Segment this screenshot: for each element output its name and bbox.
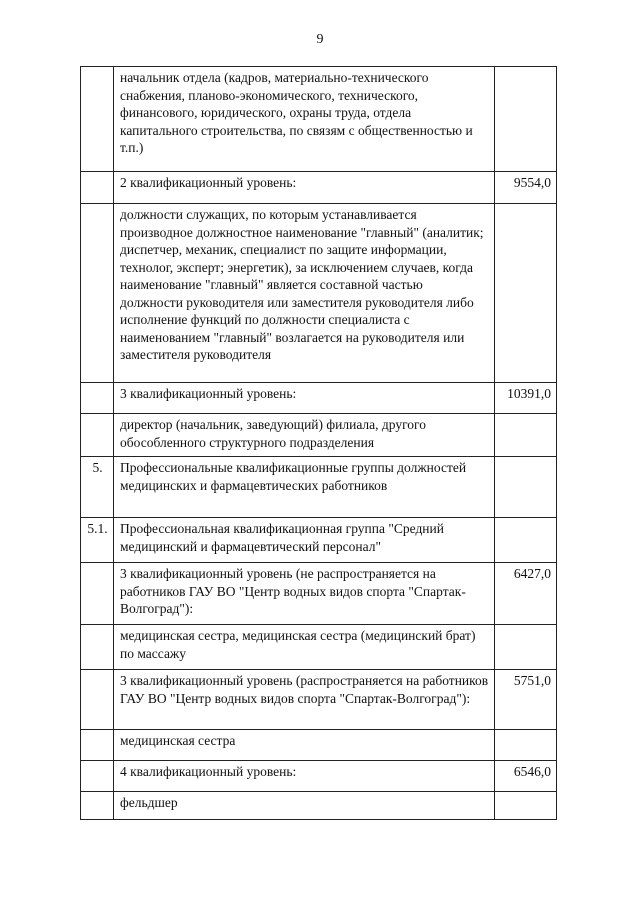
table-row bbox=[81, 204, 557, 383]
row-value bbox=[495, 204, 557, 383]
row-value: 9554,0 bbox=[495, 172, 557, 204]
table-row bbox=[81, 730, 557, 761]
row-number: 5. bbox=[81, 457, 114, 518]
row-value: 6546,0 bbox=[495, 761, 557, 792]
table-row bbox=[81, 792, 557, 820]
row-text: 4 квалификационный уровень: bbox=[114, 761, 495, 792]
row-text: Профессиональные квалификационные группы должностей медицинских и фармацевтических работников bbox=[114, 457, 495, 518]
row-value bbox=[495, 792, 557, 820]
row-number bbox=[81, 625, 114, 670]
row-value bbox=[495, 67, 557, 172]
table-body bbox=[81, 67, 557, 820]
row-text: Профессиональная квалификационная группа "Средний медицинский и фармацевтический персонал" bbox=[114, 518, 495, 563]
row-text: 3 квалификационный уровень (не распространяется на работников ГАУ ВО "Центр водных видов спорта "Спартак-Волгоград"): bbox=[114, 563, 495, 625]
row-number bbox=[81, 670, 114, 730]
row-value bbox=[495, 730, 557, 761]
table-row bbox=[81, 383, 557, 414]
row-value: 10391,0 bbox=[495, 383, 557, 414]
row-value bbox=[495, 625, 557, 670]
table-row bbox=[81, 761, 557, 792]
page-number: 9 bbox=[316, 32, 324, 47]
table-row bbox=[81, 414, 557, 457]
table-row bbox=[81, 518, 557, 563]
row-value: 5751,0 bbox=[495, 670, 557, 730]
row-value bbox=[495, 414, 557, 457]
row-text: медицинская сестра, медицинская сестра (медицинский брат) по массажу bbox=[114, 625, 495, 670]
salary-table bbox=[80, 66, 557, 820]
row-text: 2 квалификационный уровень: bbox=[114, 172, 495, 204]
row-number bbox=[81, 563, 114, 625]
row-text: 3 квалификационный уровень (распространяется на работников ГАУ ВО "Центр водных видов спорта "Спартак-Волгоград"): bbox=[114, 670, 495, 730]
table-row bbox=[81, 172, 557, 204]
table-row bbox=[81, 625, 557, 670]
row-number bbox=[81, 383, 114, 414]
row-number bbox=[81, 67, 114, 172]
row-number bbox=[81, 414, 114, 457]
row-number bbox=[81, 761, 114, 792]
row-value bbox=[495, 457, 557, 518]
row-text: должности служащих, по которым устанавливается производное должностное наименование "главный" (аналитик; диспетчер, механик, специалист по защите информации, технолог, эксперт; энергетик), за исключением случаев, когда наименование "главный" является составной частью должности руководителя или заместителя руководителя либо исполнение функций по должности специалиста с наименованием "главный" возлагается на руководителя или заместителя руководителя bbox=[114, 204, 495, 383]
row-value bbox=[495, 518, 557, 563]
table-row bbox=[81, 563, 557, 625]
row-value: 6427,0 bbox=[495, 563, 557, 625]
row-number bbox=[81, 204, 114, 383]
row-number: 5.1. bbox=[81, 518, 114, 563]
row-text: директор (начальник, заведующий) филиала, другого обособленного структурного подразделения bbox=[114, 414, 495, 457]
table-row bbox=[81, 457, 557, 518]
table-row bbox=[81, 67, 557, 172]
row-text: 3 квалификационный уровень: bbox=[114, 383, 495, 414]
row-number bbox=[81, 172, 114, 204]
table-row bbox=[81, 670, 557, 730]
row-text: фельдшер bbox=[114, 792, 495, 820]
row-text: медицинская сестра bbox=[114, 730, 495, 761]
row-text: начальник отдела (кадров, материально-технического снабжения, планово-экономического, технического, финансового, юридического, охраны труда, отдела капитального строительства, по связям с общественностью и т.п.) bbox=[114, 67, 495, 172]
row-number bbox=[81, 792, 114, 820]
row-number bbox=[81, 730, 114, 761]
